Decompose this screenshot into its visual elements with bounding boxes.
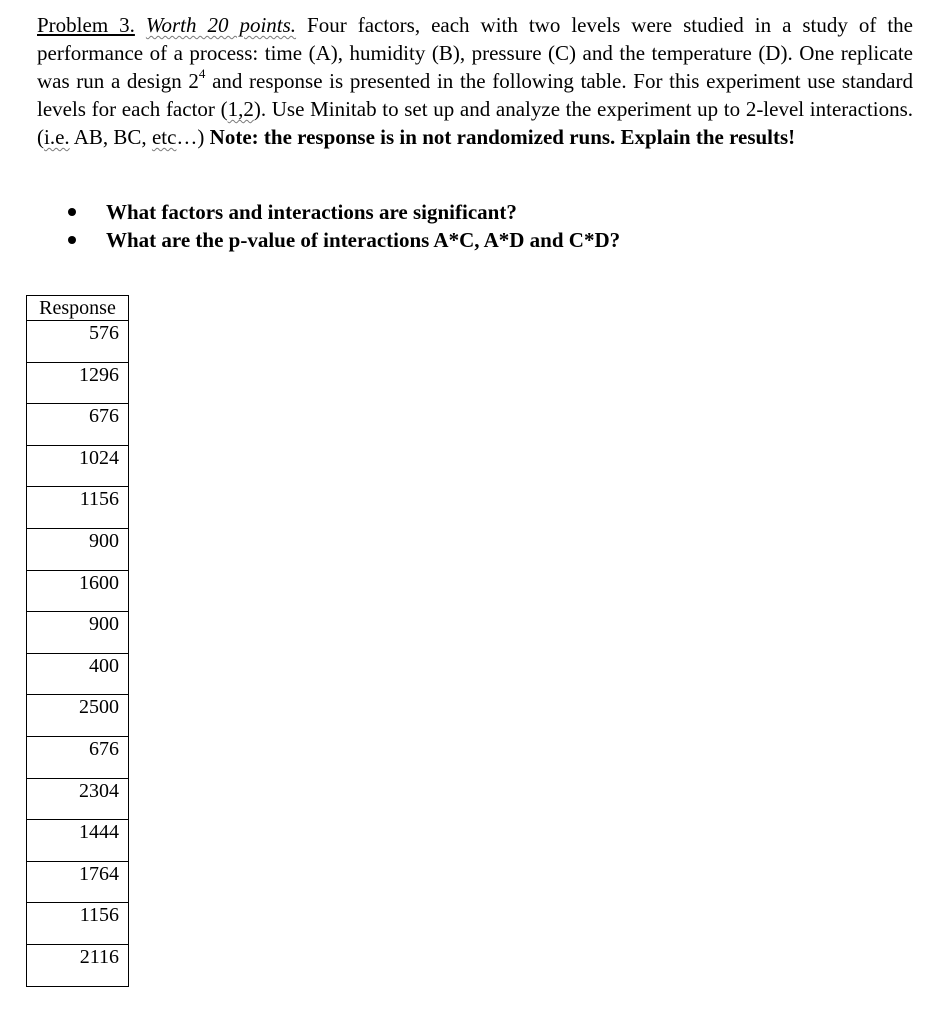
table-cell: 900	[27, 528, 129, 570]
problem-mid: and response is presented in the following table. For this experiment use standard levels for each factor (	[37, 69, 913, 121]
problem-intro: Four factors, each with two levels were studied in a study of the performance of a process: time (A), humidity (B), pressure (C) and the temperature (D). One replicate was run a design 2	[37, 13, 914, 93]
table-row	[27, 903, 129, 945]
factor-levels: 1,2	[227, 97, 254, 121]
table-cell: 900	[27, 612, 129, 654]
table-header-response: Response	[27, 296, 129, 321]
table-cell: 1600	[27, 570, 129, 612]
table-row	[27, 528, 129, 570]
question-item	[62, 226, 620, 254]
table-row	[27, 321, 129, 363]
table-row	[27, 944, 129, 986]
response-table	[26, 295, 129, 987]
table-row	[27, 570, 129, 612]
question-text: What factors and interactions are significant?	[106, 200, 517, 224]
table-row	[27, 695, 129, 737]
etc-abbrev: etc	[151, 125, 177, 149]
table-header-row	[27, 296, 129, 321]
table-cell: 1296	[27, 362, 129, 404]
bullet-icon	[68, 208, 76, 216]
table-cell: 1764	[27, 861, 129, 903]
table-cell: 400	[27, 653, 129, 695]
problem-after-levels: ). Use Minitab to set up and analyze the experiment up to 2-level interactions. (	[37, 97, 914, 149]
problem-text	[37, 11, 913, 151]
table-row	[27, 736, 129, 778]
table-cell: 1444	[27, 820, 129, 862]
problem-worth: Worth 20 points.	[145, 13, 297, 37]
table-row	[27, 445, 129, 487]
problem-after-etc: …)	[176, 125, 205, 149]
table-row	[27, 404, 129, 446]
table-row	[27, 362, 129, 404]
table-row	[27, 653, 129, 695]
question-text: What are the p-value of interactions A*C, A*D and C*D?	[106, 228, 621, 252]
table-row	[27, 778, 129, 820]
table-cell: 2304	[27, 778, 129, 820]
problem-statement	[37, 11, 913, 151]
table-row	[27, 820, 129, 862]
bullet-icon	[68, 236, 76, 244]
table-cell: 1024	[27, 445, 129, 487]
interaction-examples: AB, BC,	[73, 125, 147, 149]
table-cell: 676	[27, 404, 129, 446]
ie-abbrev: i.e.	[44, 125, 70, 149]
question-list	[62, 198, 620, 254]
question-item	[62, 198, 620, 226]
problem-title: Problem 3.	[37, 13, 135, 37]
table-cell: 1156	[27, 903, 129, 945]
table-row	[27, 612, 129, 654]
table-cell: 576	[27, 321, 129, 363]
table-row	[27, 861, 129, 903]
table-cell: 1156	[27, 487, 129, 529]
design-exponent: 4	[198, 66, 206, 81]
problem-note: Note: the response is in not randomized runs. Explain the results!	[209, 125, 796, 149]
table-cell: 2116	[27, 944, 129, 986]
table-cell: 2500	[27, 695, 129, 737]
table-row	[27, 487, 129, 529]
table-cell: 676	[27, 736, 129, 778]
